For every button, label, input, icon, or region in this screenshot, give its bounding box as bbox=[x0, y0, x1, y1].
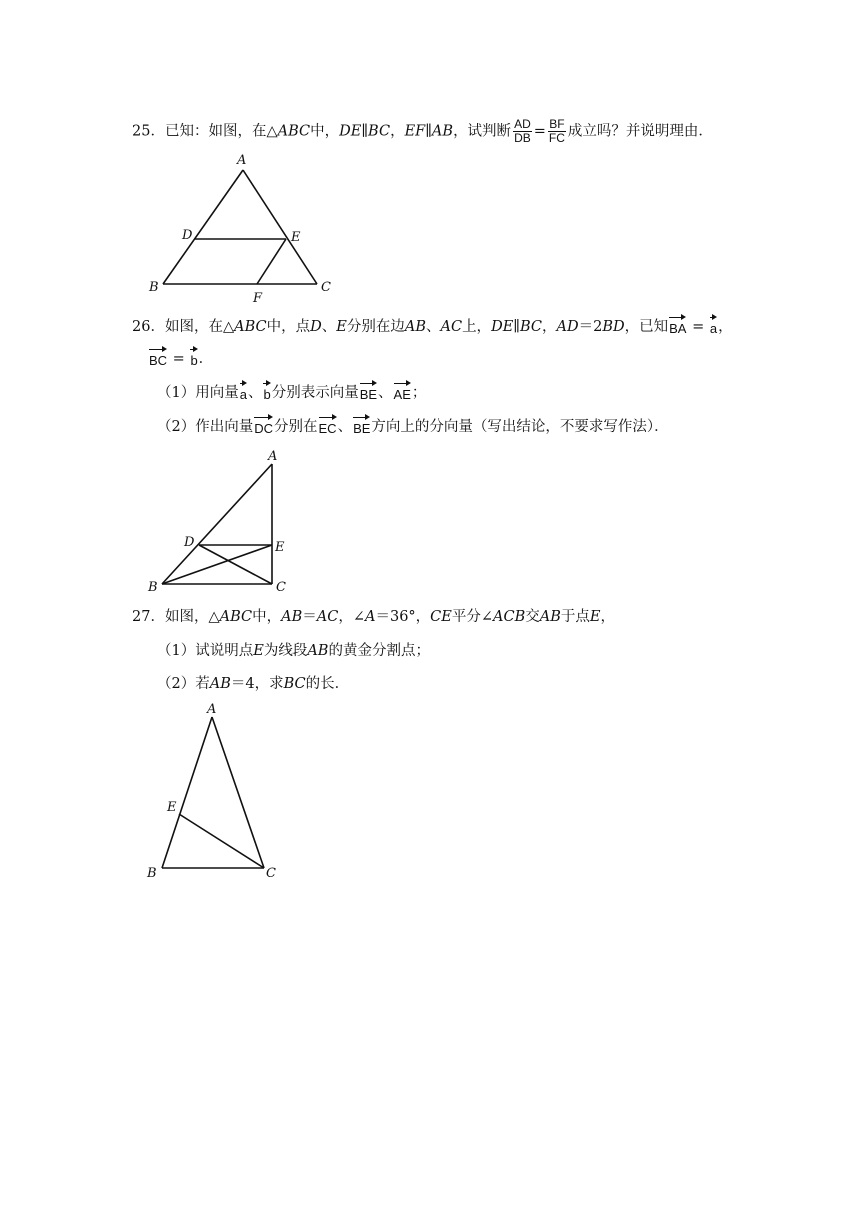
vector-BC: BC bbox=[149, 346, 167, 371]
label-E: E bbox=[291, 230, 301, 245]
q25-text: 25．已知：如图，在△ABC中，DE∥BC，EF∥AB，试判断 $\frac{AD}{DB}$ = $\frac{BF}{FC}$ 成立吗？并说明理由． bbox=[132, 117, 713, 145]
q26-text-line2: BC = b． bbox=[148, 346, 213, 371]
label-B: B bbox=[147, 866, 157, 881]
fraction-ad-db: $\frac{AD}{DB}$ bbox=[514, 117, 531, 145]
q27-sub1: （1）试说明点E为线段AB的黄金分割点； bbox=[157, 643, 430, 659]
q27-text-line1: 27．如图，△ABC中，AB＝AC，∠A＝36°，CE平分∠ACB交AB于点E， bbox=[132, 609, 615, 625]
q26-text-line1: 26．如图，在△ABC中，点D、E分别在边AB、AC上，DE∥BC，AD＝2BD，已知BA = a， bbox=[132, 314, 733, 339]
label-C: C bbox=[266, 866, 276, 881]
label-D: D bbox=[182, 228, 193, 243]
fraction-bf-fc: $\frac{BF}{FC}$ bbox=[548, 117, 565, 145]
label-C: C bbox=[321, 280, 331, 295]
q26-sub2: （2）作出向量DC分别在EC、BE方向上的分向量（写出结论，不要求写作法）． bbox=[157, 414, 669, 439]
label-E: E bbox=[275, 540, 285, 555]
label-F: F bbox=[253, 291, 263, 305]
label-C: C bbox=[276, 580, 286, 595]
label-D: D bbox=[184, 535, 195, 550]
vector-b: b bbox=[190, 346, 197, 371]
q27-sub2: （2）若AB＝4，求BC的长． bbox=[157, 676, 350, 692]
label-E: E bbox=[167, 800, 177, 815]
label-B: B bbox=[148, 580, 158, 595]
vector-a: a bbox=[710, 314, 717, 339]
label-A: A bbox=[237, 153, 247, 168]
q27-figure bbox=[140, 700, 290, 885]
q26-sub1: （1）用向量a、b分别表示向量BE、AE； bbox=[157, 380, 426, 405]
label-A: A bbox=[207, 702, 217, 717]
q25-figure bbox=[145, 150, 345, 305]
label-A: A bbox=[268, 449, 278, 464]
label-B: B bbox=[149, 280, 159, 295]
vector-BA: BA bbox=[669, 314, 686, 339]
q26-figure bbox=[145, 448, 305, 598]
